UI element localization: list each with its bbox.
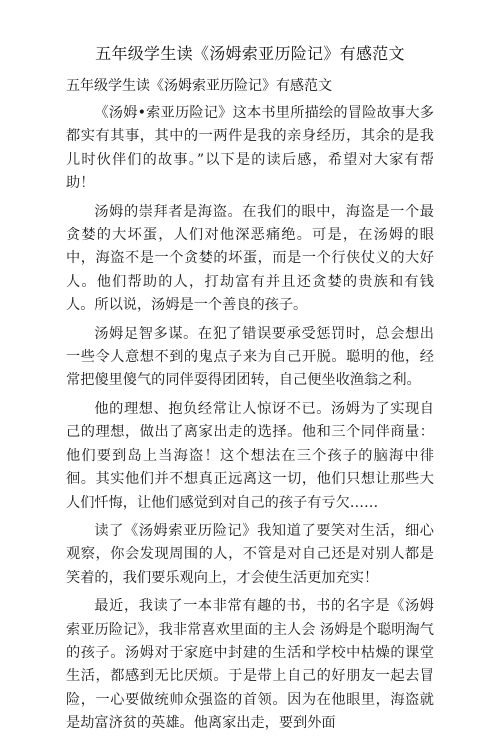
document-subtitle: 五年级学生读《汤姆索亚历险记》有感范文 [66,78,332,94]
paragraph-6: 最近，我读了一本非常有趣的书，书的名字是《汤姆索亚历险记》，我非常喜欢里面的主人会 汤姆是个聪明淘气的孩子。汤姆对于家庭中封建的生活和学校中枯燥的课堂生活，都感到无比厌烦。于是带上自己的好朋友一起去冒险，一心要做统帅众强盗的首领。因为在他眼里，海盗就是劫富济贫的英雄。他离家出走，要到外面 [66,598,434,732]
paragraph-4: 他的理想、抱负经常让人惊讶不已。汤姆为了实现自己的理想，做出了离家出走的选择。他和三个同伴商量：他们要到岛上当海盗！这个想法在三个孩子的脑海中徘徊。其实他们并不想真正远离这一切，他们只想让那些大人们忏悔，让他们感觉到对自己的孩子有亏欠…… [66,400,434,511]
paragraph-5: 读了《汤姆索亚历险记》我知道了要笑对生活，细心观察，你会发现周围的人，不管是对自己还是对别人都是笑着的，我们要乐观向上，才会使生活更加充实！ [66,522,434,586]
paragraph-2: 汤姆的崇拜者是海盗。在我们的眼中，海盗是一个最贪婪的大坏蛋，人们对他深恶痛绝。可是，在汤姆的眼中，海盗不是一个贪婪的坏蛋，而是一个行侠仗义的大好人。他们帮助的人，打劫富有并且还贪婪的贵族和有钱人。所以说，汤姆是一个善良的孩子。 [66,203,434,314]
document-title: 五年级学生读《汤姆索亚历险记》有感范文 [95,44,405,63]
paragraph-3: 汤姆足智多谋。在犯了错误要承受惩罚时，总会想出一些令人意想不到的鬼点子来为自己开脱。聪明的他，经常把傻里傻气的同伴耍得团团转，自己便坐收渔翁之利。 [66,325,434,389]
paragraph-1: 《汤姆•索亚历险记》这本书里所描绘的冒险故事大多都实有其事，其中的一两件是我的亲身经历，其余的是我儿时伙伴们的故事。”以下是的读后感，希望对大家有帮助！ [66,105,434,192]
